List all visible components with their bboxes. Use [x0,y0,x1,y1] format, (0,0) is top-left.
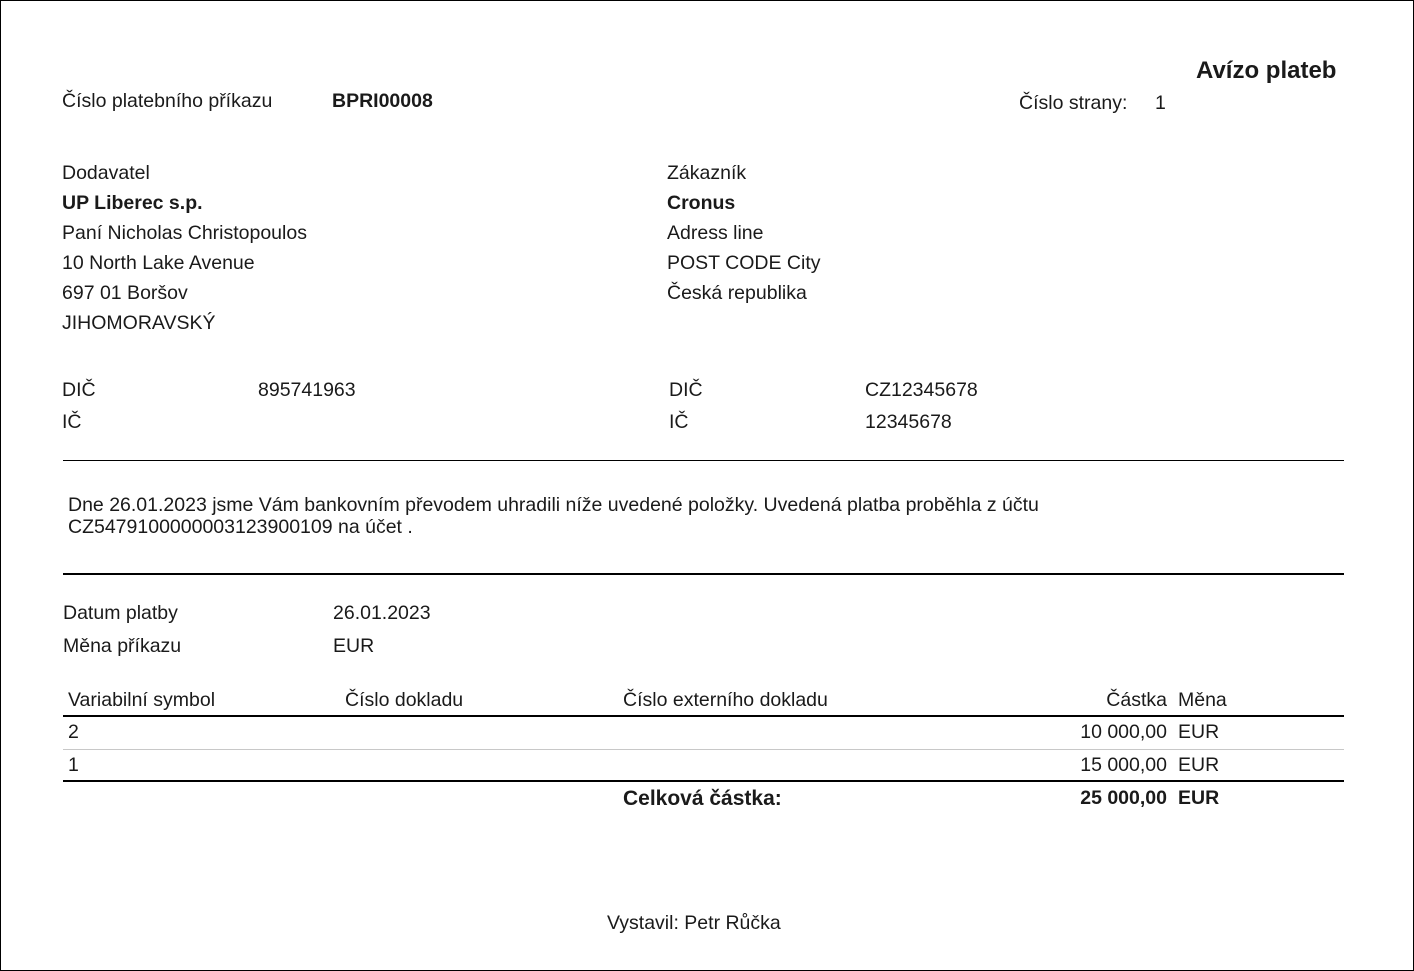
customer-address: Adress line [667,222,764,244]
supplier-vat-label: DIČ [62,379,96,401]
supplier-reg-label: IČ [62,411,82,433]
page-number-label: Číslo strany: [1019,92,1128,114]
customer-reg-label: IČ [669,411,689,433]
page-number-value: 1 [1155,92,1166,114]
row-currency: EUR [1178,754,1220,776]
row-amount: 15 000,00 [1080,754,1167,776]
total-label: Celková částka: [623,787,782,810]
customer-city: POST CODE City [667,252,821,274]
supplier-city: 697 01 Boršov [62,282,188,304]
supplier-vat-value: 895741963 [258,379,356,401]
column-header-document-no: Číslo dokladu [345,689,464,711]
customer-vat-label: DIČ [669,379,703,401]
payment-notice-line-1: Dne 26.01.2023 jsme Vám bankovním převodem uhradili níže uvedené položky. Uvedená platba proběhla z účtu [68,494,1039,516]
row-variable-symbol: 2 [68,721,79,743]
customer-country: Česká republika [667,282,807,304]
row-variable-symbol: 1 [68,754,79,776]
order-currency-value: EUR [333,635,375,657]
document-title: Avízo plateb [1196,57,1337,84]
supplier-heading: Dodavatel [62,162,150,184]
column-header-amount: Částka [1106,689,1167,711]
table-header-rule [63,715,1344,717]
payment-date-label: Datum platby [63,602,178,624]
issued-by: Vystavil: Petr Růčka [607,912,781,934]
row-amount: 10 000,00 [1080,721,1167,743]
supplier-contact: Paní Nicholas Christopoulos [62,222,307,244]
total-currency: EUR [1178,787,1220,809]
column-header-external-document-no: Číslo externího dokladu [623,689,828,711]
supplier-region: JIHOMORAVSKÝ [62,312,216,334]
total-amount: 25 000,00 [1080,787,1167,809]
payment-notice-line-2: CZ5479100000003123900109 na účet . [68,516,413,538]
table-total-rule [63,780,1344,782]
divider-thick [63,573,1344,575]
payment-order-number: BPRI00008 [332,90,433,112]
order-currency-label: Měna příkazu [63,635,182,657]
customer-heading: Zákazník [667,162,747,184]
divider [63,460,1344,461]
payment-date-value: 26.01.2023 [333,602,431,624]
row-currency: EUR [1178,721,1220,743]
payment-order-label: Číslo platebního příkazu [62,90,273,112]
column-header-currency: Měna [1178,689,1227,711]
row-separator [63,749,1344,750]
column-header-variable-symbol: Variabilní symbol [68,689,216,711]
customer-name: Cronus [667,192,736,214]
customer-reg-value: 12345678 [865,411,952,433]
supplier-name: UP Liberec s.p. [62,192,203,214]
supplier-address: 10 North Lake Avenue [62,252,255,274]
customer-vat-value: CZ12345678 [865,379,978,401]
